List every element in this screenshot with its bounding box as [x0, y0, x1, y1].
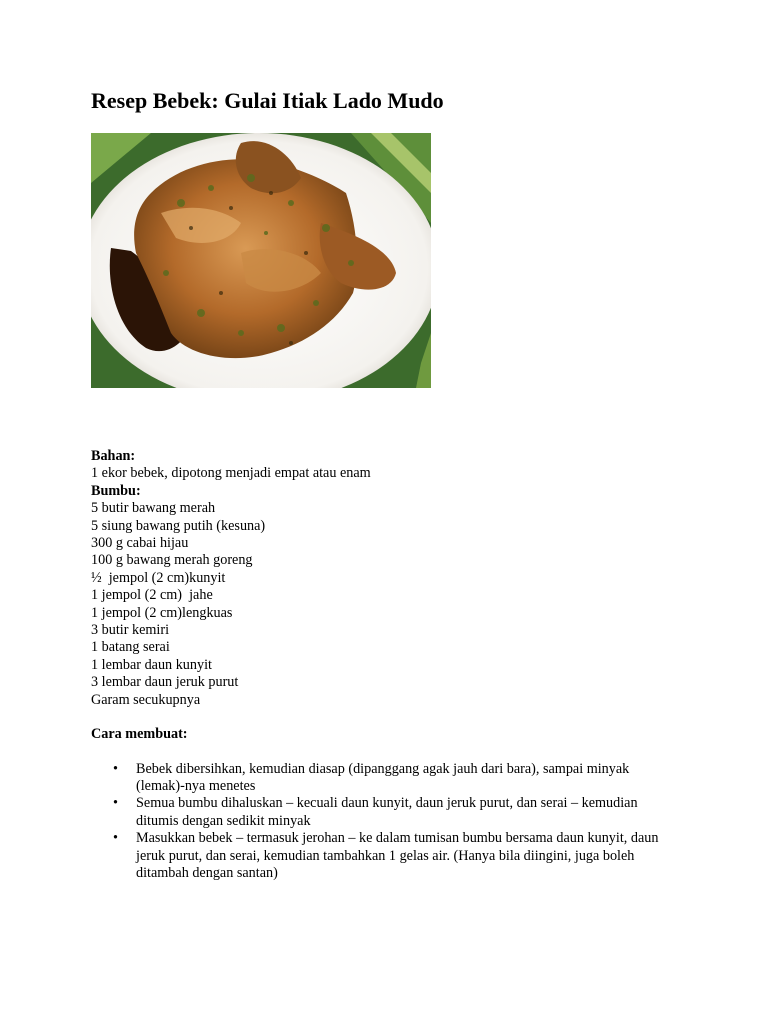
page-title: Resep Bebek: Gulai Itiak Lado Mudo	[91, 88, 444, 113]
bullet-icon: •	[113, 830, 118, 847]
spacer	[91, 709, 671, 726]
bumbu-item: 100 g bawang merah goreng	[91, 552, 253, 569]
bumbu-item: 3 butir kemiri	[91, 622, 170, 639]
bumbu-item: 1 lembar daun kunyit	[91, 656, 212, 673]
bullet-icon: •	[113, 760, 118, 777]
bumbu-item: 3 lembar daun jeruk purut	[91, 674, 239, 691]
bumbu-item: 1 jempol (2 cm) jahe	[91, 587, 213, 604]
bumbu-item: ½ jempol (2 cm)kunyit	[91, 569, 226, 586]
recipe-content	[91, 448, 671, 882]
step-text: Masukkan bebek – termasuk jerohan – ke dalam tumisan bumbu bersama daun kunyit, daun jeruk purut, dan serai, kemudian tambahkan 1 gelas air. (Hanya bila diingini, juga boleh ditambah dengan santan)	[136, 830, 659, 881]
bumbu-item: 1 batang serai	[91, 639, 170, 656]
bumbu-item: 1 jempol (2 cm)lengkuas	[91, 604, 233, 621]
step-item	[91, 761, 671, 796]
dish-photo	[91, 133, 431, 388]
cara-heading: Cara membuat:	[91, 726, 188, 743]
bahan-item: 1 ekor bebek, dipotong menjadi empat atau enam	[91, 465, 371, 482]
duck-curry-image	[91, 133, 431, 388]
step-item	[91, 830, 671, 882]
step-text: Semua bumbu dihaluskan – kecuali daun kunyit, daun jeruk purut, dan serai – kemudian ditumis dengan sedikit minyak	[136, 795, 638, 829]
bumbu-item: 300 g cabai hijau	[91, 535, 189, 552]
bumbu-heading: Bumbu:	[91, 482, 141, 499]
bullet-icon: •	[113, 795, 118, 812]
bumbu-item: 5 butir bawang merah	[91, 500, 216, 517]
step-item	[91, 795, 671, 830]
step-text: Bebek dibersihkan, kemudian diasap (dipanggang agak jauh dari bara), sampai minyak (lemak)-nya menetes	[136, 760, 630, 794]
bumbu-item: Garam secukupnya	[91, 691, 201, 708]
bahan-heading: Bahan:	[91, 448, 136, 464]
bumbu-item: 5 siung bawang putih (kesuna)	[91, 517, 266, 534]
steps-list	[91, 761, 671, 883]
